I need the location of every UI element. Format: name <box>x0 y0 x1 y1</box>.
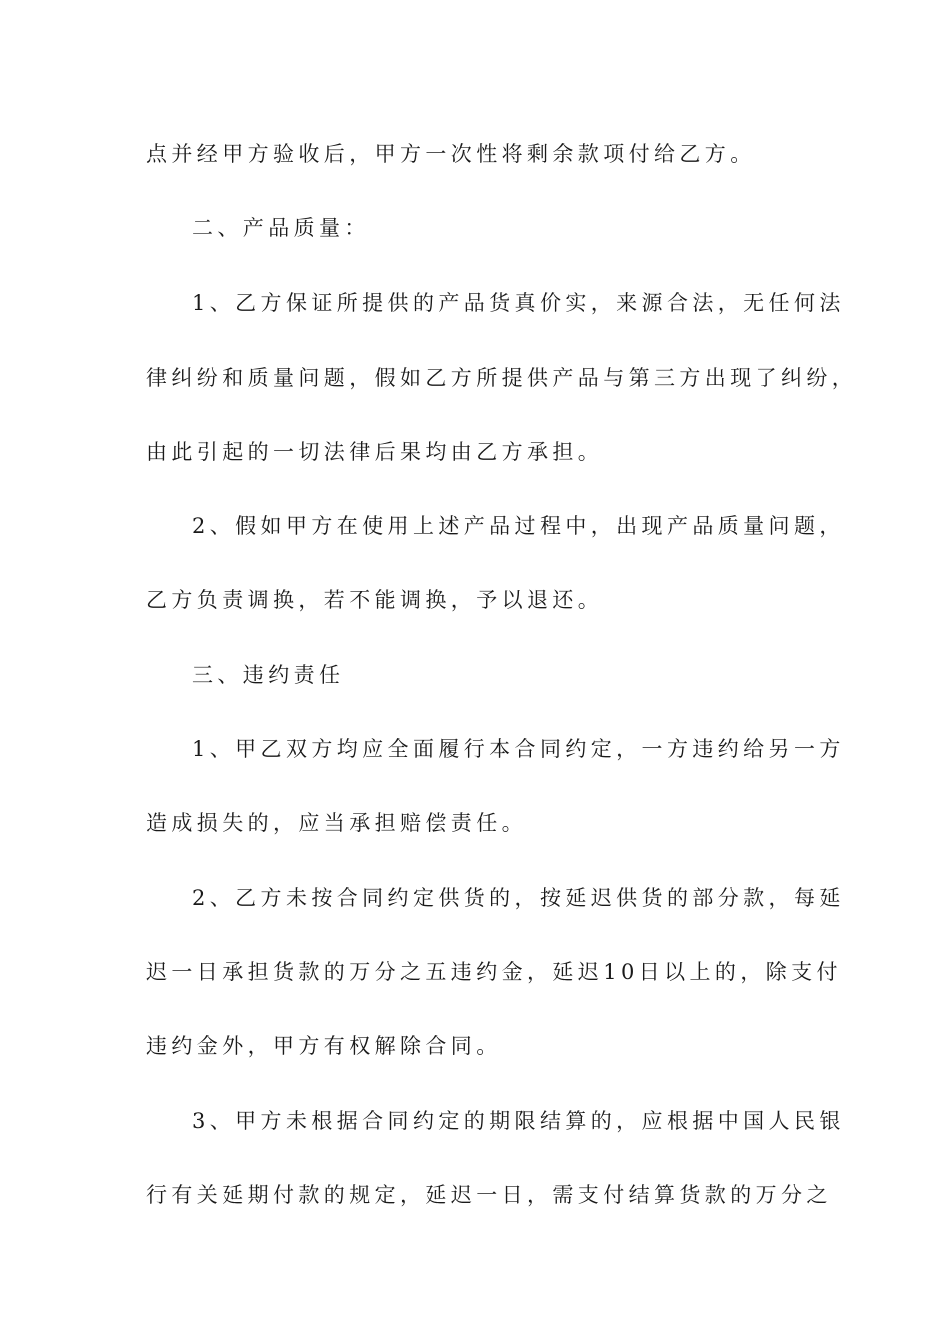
text-line: 违约金外，甲方有权解除合同。 <box>146 1034 502 1058</box>
section-heading: 二、产品质量： <box>192 216 370 240</box>
text-line: 律纠纷和质量问题，假如乙方所提供产品与第三方出现了纠纷， <box>146 366 858 390</box>
text-line: 3、甲方未根据合同约定的期限结算的，应根据中国人民银 <box>192 1109 845 1133</box>
section-heading: 三、违约责任 <box>192 663 345 687</box>
text-line: 2、假如甲方在使用上述产品过程中，出现产品质量问题， <box>192 514 845 538</box>
text-line: 迟一日承担货款的万分之五违约金，延迟10日以上的，除支付 <box>146 960 842 984</box>
text-line: 行有关延期付款的规定，延迟一日，需支付结算货款的万分之 <box>146 1183 832 1207</box>
text-line: 点并经甲方验收后，甲方一次性将剩余款项付给乙方。 <box>146 142 756 166</box>
text-line: 乙方负责调换，若不能调换，予以退还。 <box>146 588 604 612</box>
text-line: 由此引起的一切法律后果均由乙方承担。 <box>146 440 604 464</box>
text-line: 造成损失的，应当承担赔偿责任。 <box>146 811 527 835</box>
text-line: 1、乙方保证所提供的产品货真价实，来源合法，无任何法 <box>192 291 845 315</box>
text-line: 1、甲乙双方均应全面履行本合同约定，一方违约给另一方 <box>192 737 845 761</box>
text-line: 2、乙方未按合同约定供货的，按延迟供货的部分款，每延 <box>192 886 845 910</box>
